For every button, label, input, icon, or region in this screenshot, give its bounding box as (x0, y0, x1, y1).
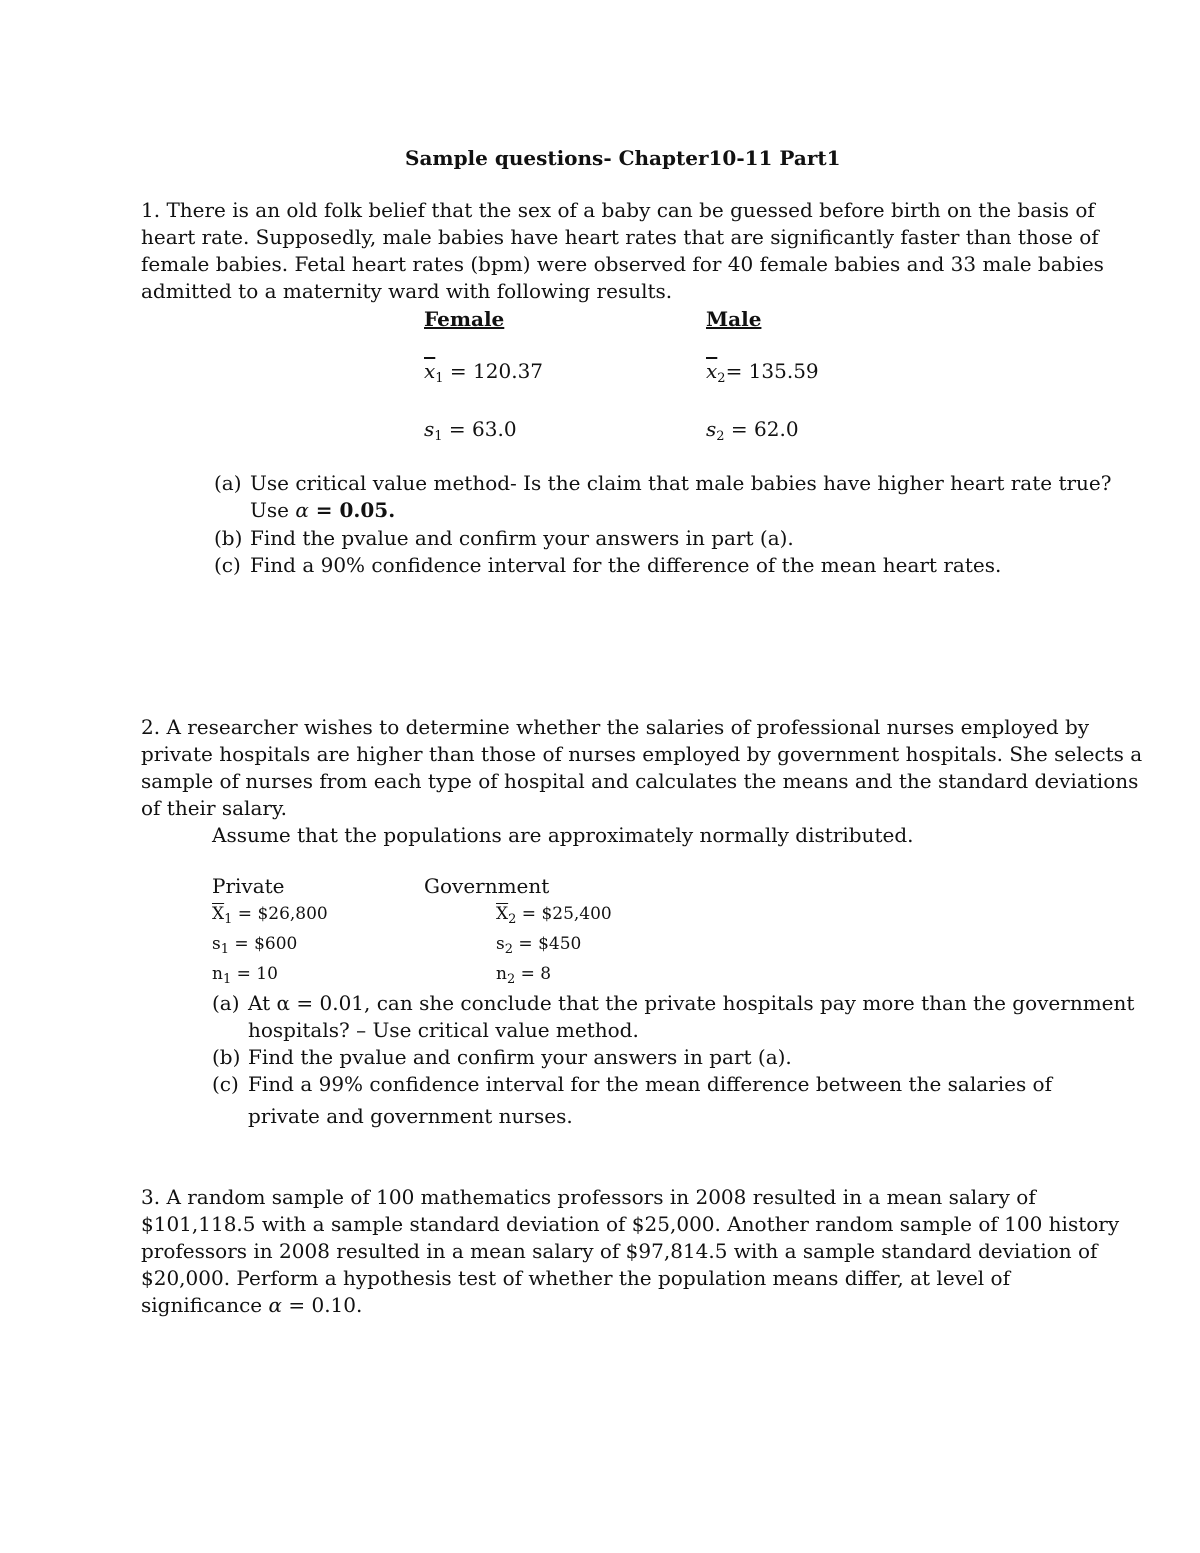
xbar-symbol: $\overline{X}$ (496, 904, 509, 924)
n-symbol: n (496, 964, 507, 984)
q1-s1 (424, 416, 517, 443)
part-label: (c) (212, 1072, 239, 1096)
q1-line: 1. There is an old folk belief that the sex of a baby can be guessed before birth on the basis of (141, 198, 1095, 222)
q3-line-last (141, 1292, 1119, 1319)
s-symbol: s (496, 934, 505, 954)
subscript: 2 (508, 912, 517, 927)
part-label: (b) (214, 526, 243, 550)
subscript: 1 (224, 912, 233, 927)
q1-part-a-line2 (214, 497, 395, 524)
q2-s2-value: = $450 (513, 934, 582, 954)
s-symbol: s (424, 417, 435, 441)
q2-line: private hospitals are higher than those of nurses employed by government hospitals. She selects a (141, 742, 1143, 766)
q2-part-b (212, 1044, 792, 1071)
q2-line: sample of nurses from each type of hospital and calculates the means and the standard deviations (141, 769, 1139, 793)
q3-text: significance (141, 1293, 269, 1317)
q2-assumption: Assume that the populations are approximately normally distributed. (212, 823, 914, 847)
q2-x1 (212, 901, 328, 928)
part-text: At (248, 991, 277, 1015)
q1-female-header: Female (424, 307, 505, 331)
q3-text: = 0.10. (282, 1293, 363, 1317)
part-text: Find the pvalue and confirm your answers in part (a). (250, 526, 794, 550)
part-text: Use critical value method- Is the claim that male babies have higher heart rate true? (250, 471, 1112, 495)
alpha-symbol: α (276, 991, 291, 1015)
subscript: 1 (434, 429, 443, 444)
q1-s2-value: = 62.0 (730, 417, 799, 441)
subscript: 1 (435, 371, 444, 386)
q3-line: $20,000. Perform a hypothesis test of whether the population means differ, at level of (141, 1266, 1010, 1290)
q2-n1 (212, 961, 278, 988)
q2-private-header: Private (212, 874, 285, 898)
q1-xbar2 (706, 358, 819, 385)
q2-part-c (212, 1071, 1052, 1098)
s-symbol: s (706, 417, 717, 441)
alpha-symbol: α (268, 1293, 282, 1317)
question-1-text (141, 197, 1104, 305)
q2-part-a-line2: hospitals? – Use critical value method. (248, 1018, 639, 1042)
part-label: (a) (214, 471, 242, 495)
q2-part-a (212, 990, 1134, 1017)
s-symbol: s (212, 934, 221, 954)
question-3-text (141, 1184, 1119, 1319)
q1-xbar1 (424, 358, 543, 385)
q1-part-c (214, 552, 1001, 579)
subscript: 2 (717, 371, 726, 386)
subscript: 2 (504, 942, 514, 957)
part-text: Find the pvalue and confirm your answers in part (a). (248, 1045, 792, 1069)
q2-s1-value: = $600 (229, 934, 298, 954)
subscript: 2 (716, 429, 725, 444)
alpha-symbol: α (295, 498, 309, 522)
q1-line: female babies. Fetal heart rates (bpm) were observed for 40 female babies and 33 male babies (141, 252, 1104, 276)
part-label: (c) (214, 553, 241, 577)
q3-line: 3. A random sample of 100 mathematics professors in 2008 resulted in a mean salary of (141, 1185, 1036, 1209)
q2-s1 (212, 931, 297, 958)
xbar-symbol: $\overline{X}$ (212, 904, 225, 924)
q2-n2 (496, 961, 551, 988)
subscript: 1 (220, 942, 230, 957)
n-symbol: n (212, 964, 223, 984)
part-text: Find a 90% confidence interval for the difference of the mean heart rates. (250, 553, 1002, 577)
q3-line: $101,118.5 with a sample standard deviation of $25,000. Another random sample of 100 history (141, 1212, 1120, 1236)
q1-male-header: Male (706, 307, 762, 331)
part-text: Find a 99% confidence interval for the mean difference between the salaries of (248, 1072, 1053, 1096)
q1-s1-value: = 63.0 (448, 417, 517, 441)
subscript: 2 (506, 972, 516, 987)
q2-x2 (496, 901, 612, 928)
xbar-symbol: $\overline{x}$ (424, 359, 436, 383)
part-label: (b) (212, 1045, 241, 1069)
q2-n2-value: = 8 (515, 964, 552, 984)
q1-line: heart rate. Supposedly, male babies have heart rates that are significantly faster than those of (141, 225, 1099, 249)
xbar-symbol: $\overline{x}$ (706, 359, 718, 383)
q1-s2 (706, 416, 799, 443)
q3-line: professors in 2008 resulted in a mean salary of $97,814.5 with a sample standard deviation of (141, 1239, 1098, 1263)
part-text: = 0.05. (308, 498, 396, 522)
q2-line: 2. A researcher wishes to determine whether the salaries of professional nurses employed by (141, 715, 1090, 739)
q2-x2-value: = $25,400 (516, 904, 612, 924)
q2-government-header: Government (424, 874, 550, 898)
q2-s2 (496, 931, 581, 958)
part-label: (a) (212, 991, 240, 1015)
q1-xbar1-value: = 120.37 (449, 359, 544, 383)
q2-line: of their salary. (141, 796, 287, 820)
q1-line: admitted to a maternity ward with following results. (141, 279, 673, 303)
part-text: = 0.01, can she conclude that the private hospitals pay more than the government (290, 991, 1135, 1015)
q1-xbar2-value: = 135.59 (725, 359, 819, 383)
question-2-text (141, 714, 1142, 822)
subscript: 1 (222, 972, 232, 987)
part-text: Use (250, 498, 296, 522)
q1-part-b (214, 525, 794, 552)
q2-part-c-line2: private and government nurses. (248, 1104, 573, 1128)
page-title: Sample questions- Chapter10-11 Part1 (405, 146, 841, 170)
q2-n1-value: = 10 (231, 964, 278, 984)
q2-x1-value: = $26,800 (232, 904, 328, 924)
q1-part-a (214, 470, 1111, 497)
